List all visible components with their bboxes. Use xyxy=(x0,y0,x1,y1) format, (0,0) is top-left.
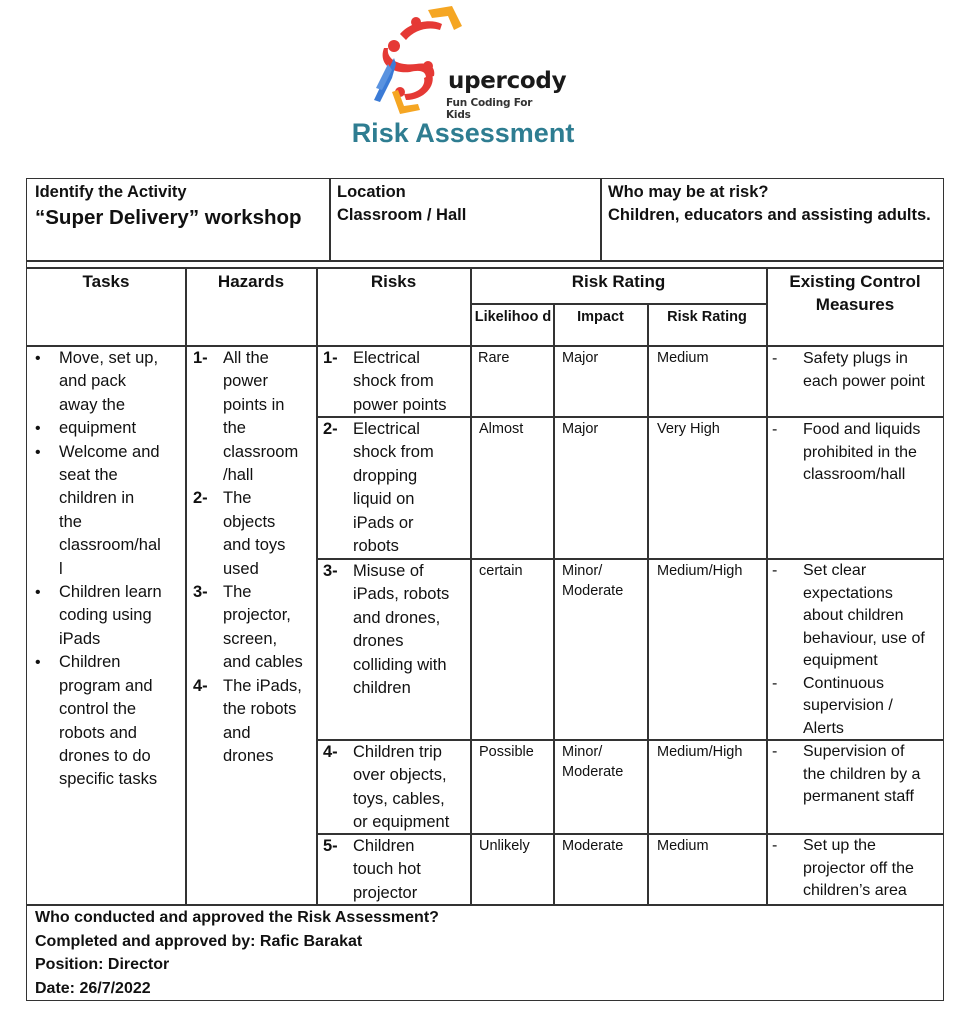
risk-1-impact xyxy=(562,348,598,368)
task-text: program and xyxy=(59,676,153,695)
hazard-text: screen, xyxy=(223,629,278,648)
risk-1-rating: Medium xyxy=(657,350,709,366)
approved-by: Completed and approved by: Rafic Barakat xyxy=(35,932,363,950)
page-title: Risk Assessment xyxy=(351,118,575,148)
risk-2 xyxy=(323,418,471,558)
hazard-number: 2- xyxy=(193,489,208,508)
risk-5-likelihood: Unlikely xyxy=(479,838,530,854)
location-value: Classroom / Hall xyxy=(337,206,467,224)
control-text: children’s area xyxy=(803,882,907,899)
impact-text: Major xyxy=(562,421,599,437)
risk-5-rating: Medium xyxy=(657,838,709,854)
task-item xyxy=(29,417,184,440)
dash-icon: - xyxy=(772,421,778,438)
at-risk-value: Children, educators and assisting adults. xyxy=(608,206,931,224)
header-risk-rating-group: Risk Rating xyxy=(571,272,666,291)
risk-assessment-table xyxy=(26,178,944,1001)
risk-1-likelihood: Rare xyxy=(478,350,510,366)
task-text: l xyxy=(59,559,63,578)
risk-text: children xyxy=(353,679,411,698)
control-text: projector off the xyxy=(803,859,914,877)
task-text: Children learn xyxy=(59,583,162,602)
location-label: Location xyxy=(337,183,406,201)
at-risk-label: Who may be at risk? xyxy=(608,183,769,201)
task-text: and pack xyxy=(59,372,126,391)
bullet-icon: • xyxy=(35,584,41,602)
hazard-text: The xyxy=(223,583,252,602)
hazard-text: used xyxy=(223,559,259,578)
risk-text: Children trip xyxy=(353,743,442,761)
hazard-text: The xyxy=(223,489,252,508)
supercody-logo xyxy=(370,4,567,121)
task-text: seat the xyxy=(59,466,118,485)
risk-1 xyxy=(323,347,471,417)
control-text: behaviour, use of xyxy=(803,629,925,647)
hazard-item xyxy=(193,347,317,487)
risk-5 xyxy=(323,835,471,905)
hazard-text: /hall xyxy=(223,466,254,485)
control-text: classroom/hall xyxy=(803,466,906,483)
task-text: Children xyxy=(59,653,121,672)
risk-2-impact xyxy=(562,419,598,439)
control-text: Set clear xyxy=(803,562,867,579)
risk-2-rating: Very High xyxy=(657,421,720,437)
activity-cell xyxy=(35,181,325,231)
dash-icon: - xyxy=(772,837,778,854)
risk-2-likelihood: Almost xyxy=(479,421,524,437)
impact-text: Minor/ xyxy=(562,563,603,579)
risk-3-likelihood: certain xyxy=(479,563,523,579)
dash-icon: - xyxy=(772,674,778,692)
logo-wordmark: upercody xyxy=(448,68,567,94)
risk-5-impact xyxy=(562,836,623,856)
hazard-text: the robots xyxy=(223,700,297,719)
control-text: each power point xyxy=(803,372,925,390)
control-text: equipment xyxy=(803,652,878,669)
risk-text: and drones, xyxy=(353,608,441,627)
hazard-text: The iPads, xyxy=(223,676,302,695)
hazard-text: points in xyxy=(223,395,285,414)
task-item xyxy=(29,581,184,651)
risk-4-impact xyxy=(562,742,623,782)
hazard-number: 3- xyxy=(193,583,208,602)
risk-text: iPads, robots xyxy=(353,585,450,604)
header-risks: Risks xyxy=(370,272,417,291)
dash-icon: - xyxy=(772,562,778,579)
hazard-text: All the xyxy=(223,349,269,367)
impact-text: Major xyxy=(562,350,599,366)
risk-text: shock from xyxy=(353,443,434,462)
task-text: specific tasks xyxy=(59,770,158,789)
task-text: robots and xyxy=(59,723,137,742)
task-text: iPads xyxy=(59,629,101,648)
control-text: Food and liquids xyxy=(803,421,921,438)
control-text: Supervision of xyxy=(803,743,905,760)
header-likelihood: Likelihoo d xyxy=(474,309,552,325)
risk-number: 5- xyxy=(323,837,338,855)
risk-text: or equipment xyxy=(353,813,450,832)
task-text: classroom/hal xyxy=(59,536,161,555)
task-text: equipment xyxy=(59,419,137,438)
impact-text: Moderate xyxy=(562,838,624,854)
divider xyxy=(647,303,649,904)
location-cell xyxy=(337,181,597,227)
divider xyxy=(185,267,187,904)
risk-5-controls xyxy=(768,835,943,903)
approval-date: Date: 26/7/2022 xyxy=(35,979,151,997)
bullet-icon: • xyxy=(35,654,41,672)
hazard-text: classroom xyxy=(223,442,299,461)
impact-text: Moderate xyxy=(562,764,624,780)
divider xyxy=(329,179,331,260)
approval-question: Who conducted and approved the Risk Assessment? xyxy=(35,909,439,926)
dash-icon: - xyxy=(772,743,778,760)
task-text: Welcome and xyxy=(59,442,160,461)
hazard-item xyxy=(193,675,317,769)
risk-text: Electrical xyxy=(353,349,420,367)
task-text: Move, set up, xyxy=(59,349,159,367)
risk-text: Misuse of xyxy=(353,562,424,580)
divider xyxy=(600,179,602,260)
header-hazards: Hazards xyxy=(217,272,285,291)
risk-3-controls xyxy=(768,560,943,740)
risk-number: 1- xyxy=(323,349,338,367)
control-text: the children by a xyxy=(803,765,921,783)
risk-3 xyxy=(323,560,471,700)
header-risk-rating: Risk Rating xyxy=(667,309,747,325)
risk-text: power points xyxy=(353,395,447,414)
control-text: about children xyxy=(803,607,904,624)
bullet-icon: • xyxy=(35,350,41,367)
divider xyxy=(27,267,943,269)
control-text: Safety plugs in xyxy=(803,350,908,367)
risk-text: toys, cables, xyxy=(353,789,445,808)
risk-1-controls xyxy=(768,348,943,393)
risk-number: 4- xyxy=(323,743,338,761)
bullet-icon: • xyxy=(35,420,41,438)
control-text: expectations xyxy=(803,584,893,602)
task-text: children in xyxy=(59,489,135,508)
risk-number: 3- xyxy=(323,562,338,580)
hazard-item xyxy=(193,487,317,581)
risk-4-controls xyxy=(768,741,943,809)
approver-position: Position: Director xyxy=(35,956,170,973)
control-text: Set up the xyxy=(803,837,876,854)
divider xyxy=(553,303,555,904)
task-item xyxy=(29,651,184,791)
task-text: coding using xyxy=(59,606,152,625)
task-text: away the xyxy=(59,395,126,414)
hazard-text: and cables xyxy=(223,653,303,672)
hazard-text: drones xyxy=(223,746,274,765)
risk-4-rating: Medium/High xyxy=(657,744,743,760)
activity-label: Identify the Activity xyxy=(35,183,187,201)
bullet-icon: • xyxy=(35,443,41,461)
risk-4 xyxy=(323,741,471,835)
control-text: prohibited in the xyxy=(803,443,917,461)
hazard-text: the xyxy=(223,419,246,438)
risk-2-controls xyxy=(768,419,943,487)
hazard-text: and toys xyxy=(223,536,286,555)
risk-text: touch hot xyxy=(353,860,421,879)
risk-text: drones xyxy=(353,632,404,651)
impact-text: Minor/ xyxy=(562,744,603,760)
control-text: supervision / xyxy=(803,697,893,714)
hazards-list xyxy=(193,347,317,768)
header-controls: Existing Control Measures xyxy=(789,272,921,314)
risk-3-impact xyxy=(562,561,623,601)
activity-value: “Super Delivery” workshop xyxy=(35,206,302,229)
risk-text: iPads or xyxy=(353,513,414,532)
risk-text: colliding with xyxy=(353,655,447,674)
control-text: permanent staff xyxy=(803,788,914,805)
hazard-number: 1- xyxy=(193,349,208,367)
divider xyxy=(471,303,767,305)
control-text: Continuous xyxy=(803,674,884,692)
header-impact: Impact xyxy=(577,309,624,325)
risk-text: dropping xyxy=(353,466,418,485)
approval-section xyxy=(35,906,935,1000)
risk-4-likelihood: Possible xyxy=(479,744,534,760)
at-risk-cell xyxy=(608,181,943,227)
risk-text: Electrical xyxy=(353,420,420,438)
risk-3-rating: Medium/High xyxy=(657,563,743,579)
risk-text: projector xyxy=(353,883,418,902)
dash-icon: - xyxy=(772,350,778,367)
risk-number: 2- xyxy=(323,420,338,438)
impact-text: Moderate xyxy=(562,583,624,599)
task-text: control the xyxy=(59,700,137,719)
hazard-text: and xyxy=(223,723,251,742)
header-tasks: Tasks xyxy=(82,272,130,291)
task-text: the xyxy=(59,512,82,531)
hazard-text: power xyxy=(223,372,268,391)
risk-text: Children xyxy=(353,837,415,855)
hazard-text: objects xyxy=(223,512,276,531)
risk-text: robots xyxy=(353,537,399,556)
hazard-text: projector, xyxy=(223,606,291,625)
risk-text: shock from xyxy=(353,372,434,391)
task-item xyxy=(29,347,184,417)
task-text: drones to do xyxy=(59,746,151,765)
risk-text: liquid on xyxy=(353,490,415,509)
logo-tagline: Fun Coding For Kids xyxy=(446,97,533,121)
control-text: Alerts xyxy=(803,719,844,737)
task-item xyxy=(29,441,184,581)
hazard-number: 4- xyxy=(193,676,208,695)
hazard-item xyxy=(193,581,317,675)
divider xyxy=(27,260,943,262)
tasks-list xyxy=(29,347,184,792)
risk-text: over objects, xyxy=(353,766,447,785)
